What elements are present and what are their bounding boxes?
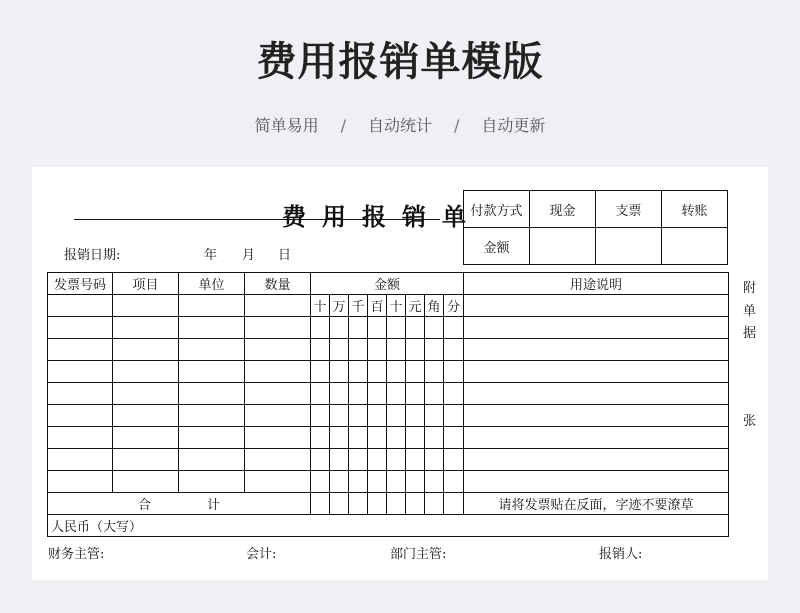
payment-amount-label: 金额 — [464, 228, 530, 265]
table-cell[interactable] — [406, 405, 425, 427]
digit-header: 元 — [406, 295, 425, 317]
digit-header: 十 — [387, 295, 406, 317]
table-cell[interactable] — [48, 405, 113, 427]
table-cell[interactable] — [387, 361, 406, 383]
table-cell[interactable] — [425, 339, 444, 361]
table-row — [48, 383, 729, 405]
table-cell[interactable] — [464, 339, 729, 361]
rmb-uppercase-row[interactable]: 人民币（大写） — [48, 515, 729, 537]
table-cell[interactable] — [425, 471, 444, 493]
table-cell[interactable] — [444, 339, 464, 361]
table-cell[interactable] — [444, 361, 464, 383]
table-cell[interactable] — [48, 317, 113, 339]
table-cell[interactable] — [179, 339, 245, 361]
table-cell[interactable] — [179, 361, 245, 383]
header-item: 项目 — [113, 273, 179, 295]
table-cell[interactable] — [179, 405, 245, 427]
table-cell[interactable] — [349, 471, 368, 493]
table-cell[interactable] — [444, 383, 464, 405]
payment-method-table — [463, 190, 728, 265]
table-cell[interactable] — [311, 361, 330, 383]
table-cell[interactable] — [368, 361, 387, 383]
digit-header: 千 — [349, 295, 368, 317]
table-cell[interactable] — [179, 317, 245, 339]
table-cell[interactable] — [311, 471, 330, 493]
table-cell[interactable] — [48, 383, 113, 405]
reimbursement-form — [32, 167, 768, 580]
feature-separator: / — [454, 116, 460, 135]
page-title: 费用报销单模版 — [256, 39, 544, 85]
table-cell[interactable] — [311, 449, 330, 471]
table-cell[interactable] — [245, 361, 311, 383]
total-digit-cell[interactable] — [349, 493, 368, 515]
expense-rows — [48, 317, 729, 493]
table-cell[interactable] — [406, 449, 425, 471]
digit-header: 十 — [311, 295, 330, 317]
form-title: 费用报销单 — [282, 202, 482, 231]
table-cell[interactable] — [330, 361, 349, 383]
digit-header: 百 — [368, 295, 387, 317]
table-cell[interactable] — [387, 471, 406, 493]
table-cell[interactable] — [387, 405, 406, 427]
table-cell[interactable] — [368, 449, 387, 471]
table-cell[interactable] — [444, 449, 464, 471]
side-label-attach: 附 — [742, 281, 756, 296]
invoice-note: 请将发票贴在反面，字迹不要潦草 — [464, 493, 729, 515]
table-cell[interactable] — [113, 317, 179, 339]
table-cell[interactable] — [48, 361, 113, 383]
table-cell[interactable] — [387, 339, 406, 361]
total-digit-cell[interactable] — [425, 493, 444, 515]
table-cell[interactable] — [48, 471, 113, 493]
table-cell[interactable] — [368, 471, 387, 493]
table-cell[interactable] — [464, 295, 729, 317]
total-digit-cell[interactable] — [368, 493, 387, 515]
digit-header: 分 — [444, 295, 464, 317]
table-cell[interactable] — [311, 339, 330, 361]
total-label-cell — [48, 493, 311, 515]
table-cell[interactable] — [464, 449, 729, 471]
feature-separator: / — [340, 116, 346, 135]
table-cell[interactable] — [368, 317, 387, 339]
table-cell[interactable] — [113, 427, 179, 449]
signature-accountant: 会计: — [246, 547, 277, 562]
table-cell[interactable] — [349, 339, 368, 361]
table-cell[interactable] — [387, 383, 406, 405]
table-cell[interactable] — [464, 471, 729, 493]
table-cell[interactable] — [406, 383, 425, 405]
table-cell[interactable] — [48, 427, 113, 449]
table-cell[interactable] — [330, 471, 349, 493]
table-cell[interactable] — [368, 383, 387, 405]
table-cell[interactable] — [245, 471, 311, 493]
payment-amount-cell[interactable] — [530, 228, 596, 265]
table-cell[interactable] — [330, 449, 349, 471]
table-cell[interactable] — [113, 471, 179, 493]
table-cell[interactable] — [113, 383, 179, 405]
date-label: 报销日期: — [64, 248, 121, 263]
total-digit-cell[interactable] — [444, 493, 464, 515]
table-cell[interactable] — [349, 383, 368, 405]
feature-item: 自动更新 — [481, 116, 546, 135]
table-cell[interactable] — [245, 339, 311, 361]
table-row — [48, 471, 729, 493]
table-cell[interactable] — [464, 427, 729, 449]
table-cell[interactable] — [444, 405, 464, 427]
total-digit-cell[interactable] — [330, 493, 349, 515]
feature-item: 自动统计 — [367, 116, 432, 135]
payment-option-cash[interactable]: 现金 — [530, 191, 596, 228]
header-quantity: 数量 — [245, 273, 311, 295]
payment-method-label: 付款方式 — [464, 191, 530, 228]
table-cell[interactable] — [425, 317, 444, 339]
date-day-label: 日 — [278, 248, 292, 263]
table-row — [48, 427, 729, 449]
table-cell[interactable] — [464, 405, 729, 427]
table-cell[interactable] — [406, 339, 425, 361]
table-cell[interactable] — [48, 295, 113, 317]
table-cell[interactable] — [48, 339, 113, 361]
payment-option-check[interactable]: 支票 — [596, 191, 662, 228]
table-cell[interactable] — [311, 405, 330, 427]
payment-option-transfer[interactable]: 转账 — [662, 191, 728, 228]
table-row — [48, 339, 729, 361]
table-cell[interactable] — [330, 339, 349, 361]
table-cell[interactable] — [113, 339, 179, 361]
table-cell[interactable] — [113, 449, 179, 471]
payment-amount-cell[interactable] — [662, 228, 728, 265]
table-cell[interactable] — [245, 405, 311, 427]
table-cell[interactable] — [245, 383, 311, 405]
table-cell[interactable] — [425, 427, 444, 449]
table-cell[interactable] — [311, 317, 330, 339]
table-cell[interactable] — [349, 317, 368, 339]
table-cell[interactable] — [179, 383, 245, 405]
total-label-part: 计 — [207, 498, 221, 513]
table-cell[interactable] — [368, 339, 387, 361]
table-cell[interactable] — [349, 449, 368, 471]
table-row — [48, 361, 729, 383]
table-cell[interactable] — [444, 427, 464, 449]
table-cell[interactable] — [406, 427, 425, 449]
table-cell[interactable] — [179, 427, 245, 449]
table-cell[interactable] — [425, 383, 444, 405]
table-cell[interactable] — [113, 361, 179, 383]
header-unit: 单位 — [179, 273, 245, 295]
table-cell[interactable] — [387, 427, 406, 449]
table-cell[interactable] — [406, 361, 425, 383]
form-title-underline — [74, 219, 440, 220]
table-row — [48, 317, 729, 339]
table-cell[interactable] — [330, 317, 349, 339]
table-cell[interactable] — [179, 449, 245, 471]
table-cell[interactable] — [311, 383, 330, 405]
table-cell[interactable] — [349, 405, 368, 427]
payment-amount-cell[interactable] — [596, 228, 662, 265]
table-cell[interactable] — [464, 361, 729, 383]
table-cell[interactable] — [425, 449, 444, 471]
table-cell[interactable] — [349, 361, 368, 383]
total-digit-cell[interactable] — [406, 493, 425, 515]
table-cell[interactable] — [425, 361, 444, 383]
table-cell[interactable] — [48, 449, 113, 471]
table-cell[interactable] — [444, 471, 464, 493]
digit-header: 角 — [425, 295, 444, 317]
header-amount: 金额 — [311, 273, 464, 295]
date-year-label: 年 — [204, 248, 218, 263]
feature-subtitle — [0, 113, 800, 136]
table-cell[interactable] — [179, 295, 245, 317]
table-cell[interactable] — [311, 427, 330, 449]
digit-header: 万 — [330, 295, 349, 317]
signature-finance-manager: 财务主管: — [48, 547, 105, 562]
side-label-document: 据 — [742, 326, 756, 341]
feature-item: 简单易用 — [254, 116, 319, 135]
header-purpose: 用途说明 — [464, 273, 729, 295]
table-cell[interactable] — [464, 317, 729, 339]
table-cell[interactable] — [464, 383, 729, 405]
total-label-part: 合 — [137, 498, 151, 513]
table-cell[interactable] — [330, 427, 349, 449]
expense-table — [47, 272, 729, 537]
table-cell[interactable] — [444, 317, 464, 339]
table-cell[interactable] — [113, 295, 179, 317]
table-cell[interactable] — [330, 383, 349, 405]
table-cell[interactable] — [368, 405, 387, 427]
table-cell[interactable] — [179, 471, 245, 493]
table-cell[interactable] — [245, 427, 311, 449]
signature-department-manager: 部门主管: — [390, 547, 447, 562]
table-row — [48, 405, 729, 427]
table-cell[interactable] — [368, 427, 387, 449]
table-cell[interactable] — [349, 427, 368, 449]
table-cell[interactable] — [406, 471, 425, 493]
table-cell[interactable] — [245, 449, 311, 471]
total-digit-cell[interactable] — [387, 493, 406, 515]
table-cell[interactable] — [330, 405, 349, 427]
header-invoice-number: 发票号码 — [48, 273, 113, 295]
table-cell[interactable] — [387, 317, 406, 339]
table-cell[interactable] — [387, 449, 406, 471]
signature-claimant: 报销人: — [599, 547, 643, 562]
side-label-single: 单 — [742, 304, 756, 319]
table-cell[interactable] — [113, 405, 179, 427]
table-cell[interactable] — [245, 295, 311, 317]
total-digit-cell[interactable] — [311, 493, 330, 515]
table-row — [48, 449, 729, 471]
table-cell[interactable] — [406, 317, 425, 339]
date-month-label: 月 — [242, 248, 256, 263]
table-cell[interactable] — [245, 317, 311, 339]
table-cell[interactable] — [425, 405, 444, 427]
side-label-sheets: 张 — [742, 414, 756, 429]
